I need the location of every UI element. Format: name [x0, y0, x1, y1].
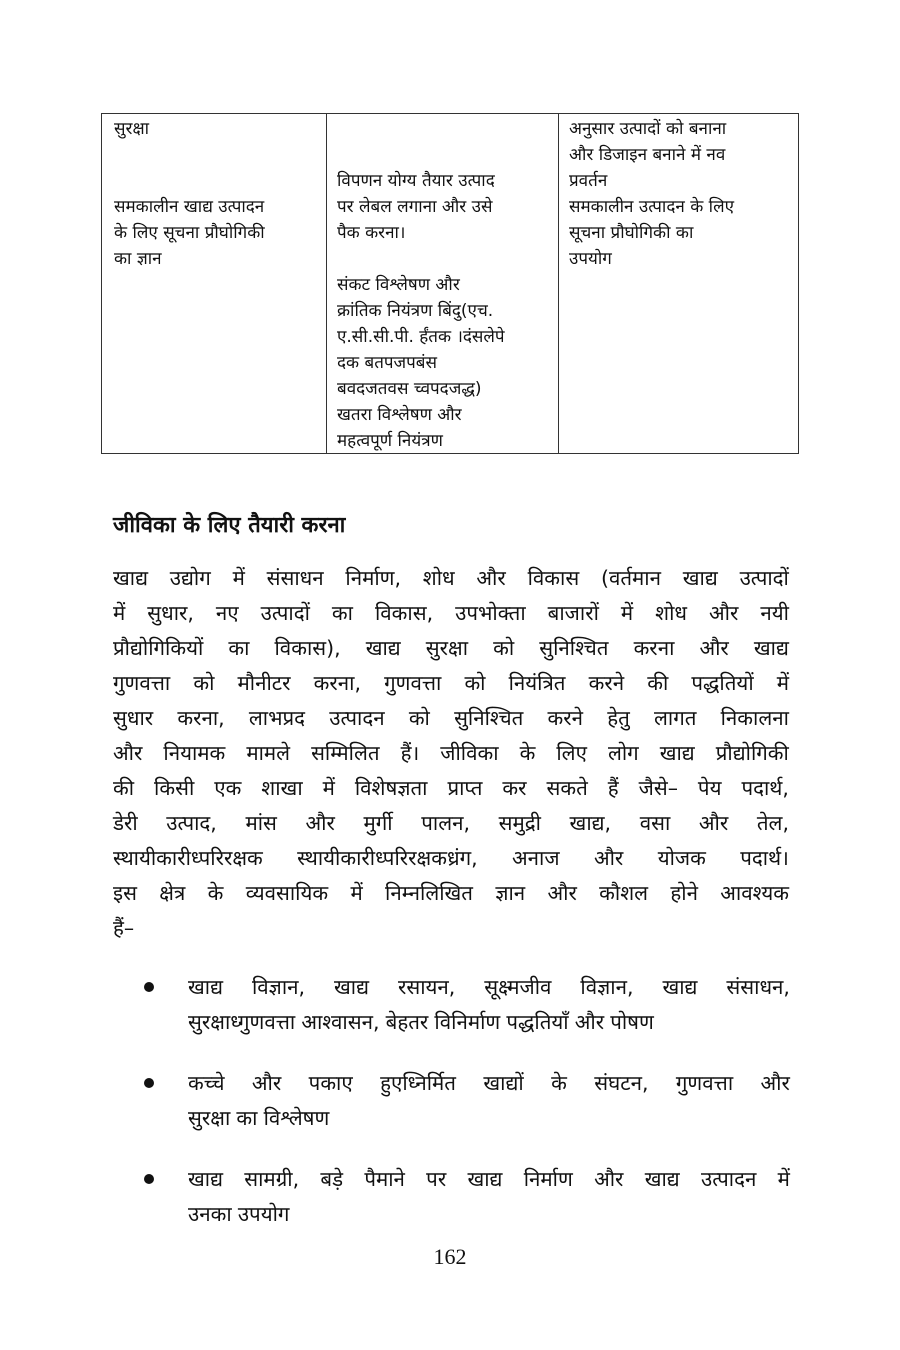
word: अनाज	[512, 846, 560, 870]
word: करने	[547, 706, 584, 730]
word: कच्चे	[188, 1071, 225, 1095]
word: पदार्थ,	[741, 776, 789, 800]
word: उनका	[188, 1202, 232, 1226]
list-item	[140, 970, 790, 1040]
list-item-line	[188, 1066, 790, 1101]
word: हैं	[607, 776, 619, 800]
table-cell-line: सूचना प्रौघोगिकी का	[569, 223, 694, 243]
list-item-line	[188, 1197, 790, 1232]
word: को	[193, 671, 215, 695]
word: सकते	[546, 776, 588, 800]
list-item	[140, 1162, 790, 1232]
word: निकालना	[720, 706, 789, 730]
table-cell-line: के लिए सूचना प्रौघोगिकी	[114, 223, 265, 243]
word: बेहतर	[385, 1010, 429, 1034]
word: गुणवत्ता	[113, 671, 171, 695]
table-cell-line: महत्वपूर्ण नियंत्रण	[337, 431, 443, 451]
word: में	[350, 881, 363, 905]
word: सुरक्षा	[425, 636, 469, 660]
paragraph-line	[113, 911, 789, 946]
word: की	[113, 776, 135, 800]
word: लिए	[556, 741, 587, 765]
word: विकास,	[374, 601, 434, 625]
word: सम्मिलित	[311, 741, 380, 765]
paragraph-line	[113, 666, 789, 701]
word: को	[493, 636, 515, 660]
table-cell-line: और डिजाइन बनाने में नव	[569, 145, 726, 165]
word: और	[476, 566, 506, 590]
word: विशेषज्ञता	[354, 776, 428, 800]
word: समुद्री	[498, 811, 541, 835]
table-cell-line: का ज्ञान	[114, 249, 162, 269]
word: गुणवत्ता	[675, 1071, 734, 1095]
table-cell-line: पर लेबल लगाना और उसे	[337, 197, 493, 217]
word: पद्धतियाँ	[506, 1010, 569, 1034]
word: और	[760, 1071, 790, 1095]
word: कौशल	[599, 881, 649, 905]
word: और	[594, 1167, 624, 1191]
word: सुरक्षाध्गुणवत्ता	[188, 1010, 296, 1034]
paragraph-line	[113, 631, 789, 666]
word: स्थायीकारीध्परिरक्षकध्रंग,	[297, 846, 478, 870]
word: खाद्य	[753, 636, 789, 660]
word: किसी	[154, 776, 195, 800]
word: लोग	[607, 741, 639, 765]
word: पर	[426, 1167, 447, 1191]
word: हैं।	[400, 741, 420, 765]
word: नियामक	[163, 741, 226, 765]
word: खाद्यों	[483, 1071, 524, 1095]
word: पकाए	[308, 1071, 353, 1095]
word: जीविका	[440, 741, 499, 765]
word: निर्माण	[523, 1167, 573, 1191]
word: पालन,	[421, 811, 470, 835]
word: उत्पाद,	[166, 811, 217, 835]
word: उपयोग	[237, 1202, 290, 1226]
word: योजक	[657, 846, 706, 870]
list-item-line	[188, 1005, 790, 1040]
list-item-line	[188, 1101, 790, 1136]
list-item	[140, 1066, 790, 1136]
word: सूक्ष्मजीव	[484, 975, 552, 999]
word: खाद्य	[644, 1167, 680, 1191]
bullet-icon	[144, 1078, 154, 1088]
word: में	[232, 566, 245, 590]
word: (वर्तमान	[600, 566, 661, 590]
word: खाद्य	[188, 1167, 223, 1191]
word: करना,	[177, 706, 225, 730]
word: विकास),	[274, 636, 341, 660]
word: के	[519, 741, 536, 765]
word: विनिर्माण	[434, 1010, 501, 1034]
word: शाखा	[261, 776, 303, 800]
word: के	[551, 1071, 567, 1095]
word: और	[251, 1071, 282, 1095]
word: निर्माण,	[345, 566, 401, 590]
word: पदार्थ।	[740, 846, 789, 870]
word: खाद्य	[682, 566, 718, 590]
word: शोध	[655, 601, 687, 625]
word: के	[207, 881, 224, 905]
word: उत्पादों	[739, 566, 789, 590]
list-item-line	[188, 1162, 790, 1197]
word: ज्ञान	[495, 881, 526, 905]
word: विज्ञान,	[251, 975, 306, 999]
table-cell-line: दक बतपजपबंस	[337, 353, 438, 373]
table-cell-line: बवदजतवस च्वपदजद्ध)	[337, 379, 482, 399]
word: लाभप्रद	[248, 706, 306, 730]
word: प्राप्त	[447, 776, 483, 800]
word: सामग्री,	[244, 1167, 300, 1191]
word: और	[547, 881, 577, 905]
word: और	[593, 846, 624, 870]
word: को	[464, 671, 486, 695]
word: सुधार	[113, 706, 154, 730]
table-cell-line: प्रवर्तन	[569, 171, 608, 191]
word: में	[776, 671, 789, 695]
table-cell-line: उपयोग	[569, 249, 612, 269]
paragraph-line	[113, 736, 789, 771]
word: प्रौद्योगिकी	[715, 741, 789, 765]
table-cell-line: संकट विश्लेषण और	[337, 275, 460, 295]
word: आश्वासन,	[301, 1010, 380, 1034]
word: में	[777, 1167, 790, 1191]
word: करना,	[313, 671, 361, 695]
word: को	[408, 706, 430, 730]
word: स्थायीकारीध्परिरक्षक	[113, 846, 263, 870]
table-cell-line: समकालीन उत्पादन के लिए	[569, 197, 734, 217]
word: हुएध्निर्मित	[380, 1071, 456, 1095]
word: और	[708, 601, 739, 625]
word: पोषण	[610, 1010, 654, 1034]
paragraph-line	[113, 701, 789, 736]
word: उत्पादन	[329, 706, 385, 730]
word: इस	[113, 881, 137, 905]
word: मामले	[246, 741, 291, 765]
word: खाद्य	[467, 1167, 503, 1191]
word: मौनीटर	[237, 671, 291, 695]
word: में	[620, 601, 634, 625]
word: नियंत्रित	[508, 671, 566, 695]
word: और	[574, 1010, 605, 1034]
word: गुणवत्ता	[384, 671, 442, 695]
paragraph-line	[113, 561, 789, 596]
word: की	[647, 671, 669, 695]
word: तेल,	[756, 811, 789, 835]
table-cell-line: क्रांतिक नियंत्रण बिंदु(एच.	[337, 301, 494, 321]
word: खाद्य	[113, 566, 148, 590]
word: रसायन,	[397, 975, 456, 999]
word: मांस	[245, 811, 277, 835]
table-column-2	[327, 114, 559, 453]
word: खाद्य	[659, 741, 695, 765]
table-cell-line: विपणन योग्य तैयार उत्पाद	[337, 171, 495, 191]
word: संसाधन	[266, 566, 324, 590]
word: विकास	[527, 566, 580, 590]
word: विश्लेषण	[263, 1106, 330, 1130]
word: बाजारों	[547, 601, 599, 625]
word: नए	[215, 601, 239, 625]
paragraph-line	[113, 876, 789, 911]
word: और	[305, 811, 335, 835]
paragraph-line	[113, 771, 789, 806]
word: बड़े	[320, 1167, 344, 1191]
word: और	[699, 636, 729, 660]
word: खाद्य	[334, 975, 369, 999]
word: निम्नलिखित	[385, 881, 473, 905]
table-cell-line: अनुसार उत्पादों को बनाना	[569, 119, 727, 139]
section-heading: जीविका के लिए तैयारी करना	[113, 513, 346, 538]
body-paragraph	[113, 561, 789, 946]
table-column-3	[559, 114, 798, 453]
word: में	[113, 601, 126, 625]
table-cell-line: सुरक्षा	[114, 119, 150, 139]
word: खाद्य	[365, 636, 401, 660]
word: हेतु	[607, 706, 630, 730]
table-cell-line: खतरा विश्लेषण और	[337, 405, 462, 425]
paragraph-line	[113, 841, 789, 876]
table-cell-line: ए.सी.सी.पी. र्हंतक ।दंसलेपे	[337, 327, 505, 347]
word: प्रौद्योगिकियों	[113, 636, 204, 660]
word: पेय	[697, 776, 722, 800]
word: आवश्यक	[720, 881, 789, 905]
word: कर	[502, 776, 527, 800]
competency-table	[101, 113, 799, 454]
word: खाद्य	[188, 975, 223, 999]
word: एक	[214, 776, 242, 800]
word: लागत	[654, 706, 697, 730]
table-cell-line: समकालीन खाद्य उत्पादन	[114, 197, 265, 217]
word: संसाधन,	[726, 975, 790, 999]
paragraph-line	[113, 806, 789, 841]
word: करना	[633, 636, 675, 660]
word: होने	[670, 881, 698, 905]
word: व्यवसायिक	[245, 881, 329, 905]
word: खाद्य,	[569, 811, 612, 835]
word: और	[698, 811, 729, 835]
word: विज्ञान,	[580, 975, 634, 999]
word: करने	[588, 671, 625, 695]
word: उद्योग	[169, 566, 211, 590]
word: वसा	[639, 811, 671, 835]
word: हैं–	[113, 916, 135, 940]
word: संघटन,	[594, 1071, 649, 1095]
word: का	[331, 601, 353, 625]
word: पैमाने	[364, 1167, 405, 1191]
word: शोध	[422, 566, 455, 590]
word: मुर्गी	[363, 811, 393, 835]
word: और	[113, 741, 143, 765]
paragraph-line	[113, 596, 789, 631]
word: खाद्य	[662, 975, 698, 999]
page-number: 162	[433, 1244, 467, 1269]
word: जैसे–	[638, 776, 678, 800]
word: का	[236, 1106, 258, 1130]
word: उत्पादन	[700, 1167, 757, 1191]
word: पद्धतियों	[691, 671, 754, 695]
word: उत्पादों	[260, 601, 310, 625]
word: सुनिश्चित	[539, 636, 609, 660]
word: नयी	[760, 601, 789, 625]
list-item-line	[188, 970, 790, 1005]
word: का	[228, 636, 250, 660]
table-cell-line: पैक करना।	[337, 223, 406, 243]
word: सुरक्षा	[188, 1106, 231, 1130]
word: सुनिश्चित	[454, 706, 524, 730]
word: में	[322, 776, 335, 800]
word: क्षेत्र	[159, 881, 186, 905]
word: डेरी	[113, 811, 138, 835]
word: उपभोक्ता	[455, 601, 526, 625]
word: सुधार,	[147, 601, 194, 625]
bullet-icon	[144, 1174, 154, 1184]
table-column-1	[102, 114, 327, 453]
skills-bullet-list	[140, 970, 790, 1258]
bullet-icon	[144, 982, 154, 992]
